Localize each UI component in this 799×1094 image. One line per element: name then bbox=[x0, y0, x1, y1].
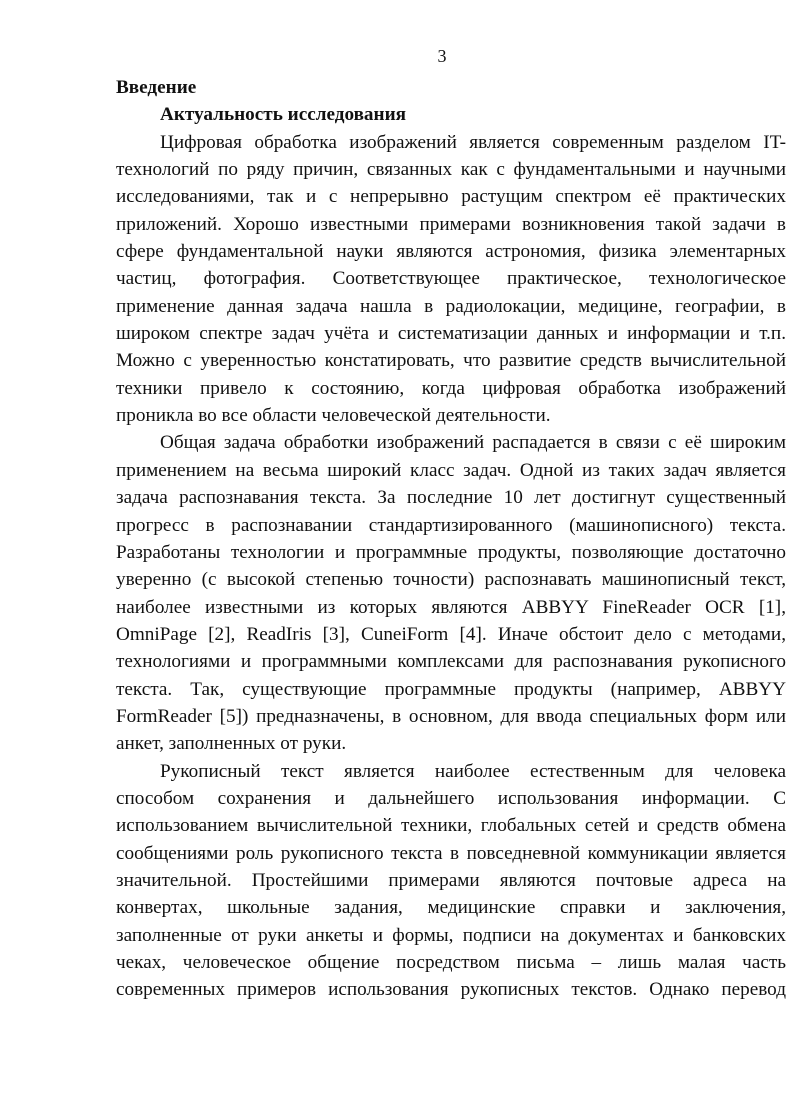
text-line: текста. Так, существующие программные продукты (например, ABBYY bbox=[116, 678, 786, 700]
text-line: современных примеров использования рукописных текстов. Однако перевод bbox=[116, 979, 786, 1001]
text-line: сообщениями роль рукописного текста в повседневной коммуникации является bbox=[116, 842, 786, 864]
paragraphs bbox=[116, 129, 786, 1004]
paragraph bbox=[116, 429, 786, 757]
text-line: применением на весьма широкий класс задач. Одной из таких задач является bbox=[116, 459, 786, 481]
text-line: сфере фундаментальной науки являются астрономия, физика элементарных bbox=[116, 241, 786, 263]
paragraph bbox=[116, 129, 786, 430]
section-heading: Введение bbox=[116, 77, 197, 98]
page-number: 3 bbox=[437, 46, 447, 66]
text-line: уверенно (с высокой степенью точности) распознавать машинописный текст, bbox=[116, 569, 786, 591]
text-line: исследованиями, так и с непрерывно растущим спектром её практических bbox=[116, 186, 786, 208]
text-line: заполненные от руки анкеты и формы, подписи на документах и банковских bbox=[116, 924, 786, 946]
text-line: задача распознавания текста. За последние 10 лет достигнут существенный bbox=[116, 487, 786, 509]
text-line: техники привело к состоянию, когда цифровая обработка изображений bbox=[116, 377, 786, 399]
subsection-heading: Актуальность исследования bbox=[160, 104, 407, 126]
text-line: проникла во все области человеческой деятельности. bbox=[116, 405, 551, 427]
text-line: значительной. Простейшими примерами являются почтовые адреса на bbox=[116, 869, 786, 891]
text-line: Общая задача обработки изображений распадается в связи с её широким bbox=[160, 432, 786, 454]
text-line: Можно с уверенностью констатировать, что развитие средств вычислительной bbox=[116, 350, 786, 372]
text-line: Рукописный текст является наиболее естественным для человека bbox=[160, 760, 786, 782]
text-line: приложений. Хорошо известными примерами возникновения такой задачи в bbox=[116, 213, 786, 235]
text-line: широком спектре задач учёта и систематизации данных и информации и т.п. bbox=[116, 323, 786, 345]
text-line: Разработаны технологии и программные продукты, позволяющие достаточно bbox=[116, 541, 786, 563]
text-line: технологиями и программными комплексами для распознавания рукописного bbox=[116, 651, 786, 673]
document-body bbox=[116, 74, 786, 1004]
paragraph bbox=[116, 758, 786, 1004]
text-line: способом сохранения и дальнейшего использования информации. С bbox=[116, 787, 786, 809]
text-line: технологий по ряду причин, связанных как с фундаментальными и научными bbox=[116, 159, 786, 181]
text-line: OmniPage [2], ReadIris [3], CuneiForm [4]. Иначе обстоит дело с методами, bbox=[116, 623, 786, 645]
text-line: прогресс в распознавании стандартизированного (машинописного) текста. bbox=[116, 514, 786, 536]
text-line: применение данная задача нашла в радиолокации, медицине, географии, в bbox=[116, 295, 786, 317]
text-line: FormReader [5]) предназначены, в основном, для ввода специальных форм или bbox=[116, 705, 786, 727]
text-line: чеках, человеческое общение посредством письма – лишь малая часть bbox=[116, 952, 786, 973]
text-line: использованием вычислительной техники, глобальных сетей и средств обмена bbox=[116, 815, 786, 837]
text-line: частиц, фотография. Соответствующее практическое, технологическое bbox=[116, 268, 786, 290]
text-line: наиболее известными из которых являются ABBYY FineReader OCR [1], bbox=[116, 596, 786, 618]
text-line: конвертах, школьные задания, медицинские справки и заключения, bbox=[116, 897, 786, 919]
text-line: Цифровая обработка изображений является современным разделом IT- bbox=[160, 131, 786, 153]
text-line: анкет, заполненных от руки. bbox=[116, 733, 347, 755]
